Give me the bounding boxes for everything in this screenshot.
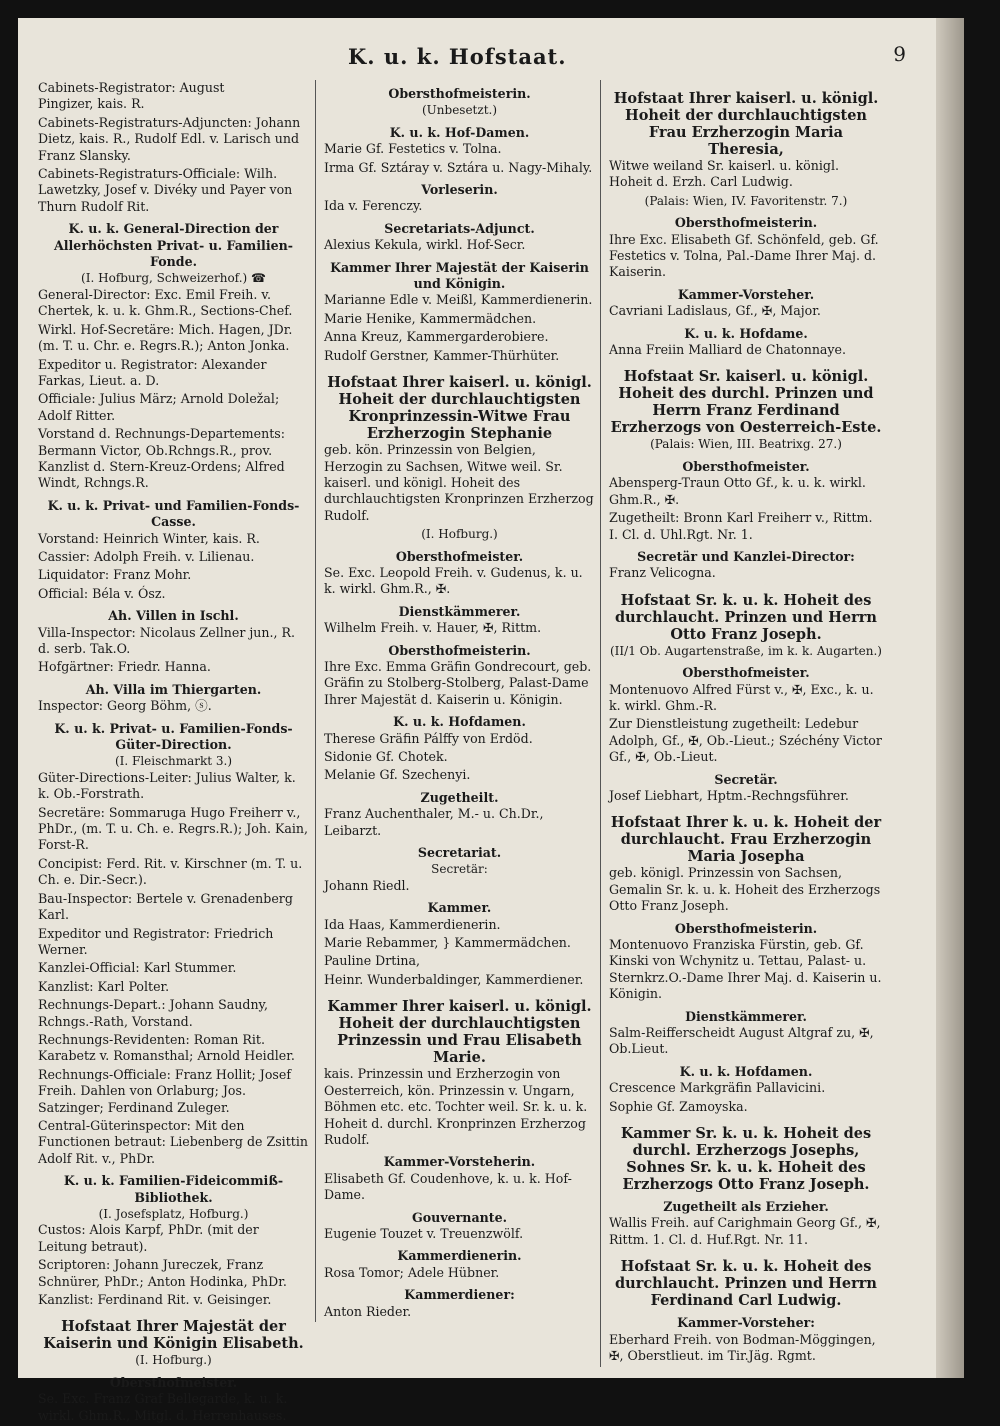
entry-text: Eugenie Touzet v. Treuenzwölf. (324, 1225, 524, 1241)
entry-text: Cavriani Ladislaus, Gf., ✠, Major. (609, 303, 821, 319)
section-heading: Obersthofmeister. (395, 548, 524, 564)
entry-text: Therese Gräfin Pálffy von Erdöd. (324, 730, 533, 746)
section-heading: Obersthofmeisterin. (388, 86, 531, 101)
page-number: 9 (893, 42, 906, 66)
entry-text: Marie Henike, Kammermädchen. (324, 310, 537, 326)
entry-text: Custos: Alois Karpf, PhDr. (mit der Leitung betraut). (38, 1222, 259, 1254)
section-heading: Kammer-Vorsteherin. (383, 1154, 536, 1170)
entry-text: Zur Dienstleistung zugetheilt: Ledebur Adolph, Gf., ✠, Ob.-Lieut.; Széchény Victor Gf., ✠, Ob.-Lieut. (609, 716, 882, 765)
entry-text: Se. Exc. Leopold Freih. v. Gudenus, k. u. k. wirkl. Ghm.R., ✠. (324, 564, 583, 597)
entry-text: Ihre Exc. Emma Gräfin Gondrecourt, geb. Gräfin zu Stolberg-Stolberg, Palast-Dame Ihrer Majestät d. Kaiserin u. Königin. (324, 658, 592, 707)
entry-text: Franz Velicogna. (609, 565, 716, 581)
entry-text: Sidonie Gf. Chotek. (324, 749, 448, 764)
entry-text: Heinr. Wunderbaldinger, Kammerdiener. (324, 971, 584, 987)
major-heading: Hofstaat Ihrer Majestät der Kaiserin und Königin Elisabeth. (43, 1318, 304, 1353)
entry-text: Witwe weiland Sr. kaiserl. u. königl. Hoheit d. Erzh. Carl Ludwig. (609, 158, 839, 190)
entry-text: Officiale: Julius März; Arnold Doležal; Adolf Ritter. (38, 391, 280, 423)
entry-text: Vorstand d. Rechnungs-Departements: Bermann Victor, Ob.Rchngs.R., prov. Kanzlist d. Stern-Kreuz-Ordens; Alfred Windt, Rchngs.R. (38, 426, 285, 491)
section-heading: Kammerdiener: (404, 1287, 515, 1303)
section-heading: Kammer. (427, 900, 492, 916)
address-line: (I. Fleischmarkt 3.) (114, 754, 233, 769)
entry-text: Melanie Gf. Szechenyi. (324, 767, 471, 783)
major-heading: Hofstaat Ihrer kaiserl. u. königl. Hoheit der durchlauchtigsten Kronprinzessin-Witwe Frau Erzherzogin Stephanie (327, 374, 592, 443)
entry-text: Rechnungs-Officiale: Franz Hollit; Josef Freih. Dahlen von Orlaburg; Jos. Satzinger; Ferdinand Zuleger. (38, 1066, 292, 1115)
section-heading: Dienstkämmerer. (685, 1008, 807, 1024)
entry-text: Kanzlist: Ferdinand Rit. v. Geisinger. (38, 1292, 272, 1308)
major-heading: Hofstaat Ihrer k. u. k. Hoheit der durchlaucht. Frau Erzherzogin Maria Josepha (610, 814, 882, 866)
entry-text: Bau-Inspector: Bertele v. Grenadenberg Karl. (38, 890, 293, 923)
entry-text: Johann Riedl. (324, 877, 410, 893)
entry-text: Cabinets-Registraturs-Adjuncten: Johann Dietz, kais. R., Rudolf Edl. v. Larisch und Franz Slansky. (38, 114, 301, 163)
section-heading: Obersthofmeisterin. (674, 215, 818, 231)
section-heading: Obersthofmeisterin. (388, 642, 531, 658)
entry-text: Crescence Markgräfin Pallavicini. (609, 1080, 826, 1096)
address-line: (I. Hofburg.) (135, 1353, 212, 1368)
entry-text: Montenuovo Franziska Fürstin, geb. Gf. Kinski von Wchynitz u. Tettau, Palast- u. Sternkrz.O.-Dame Ihrer Maj. d. Kaiserin u. Königin. (609, 937, 882, 1002)
entry-text: Sophie Gf. Zamoyska. (609, 1098, 748, 1114)
entry-text: Ihre Exc. Elisabeth Gf. Schönfeld, geb. Gf. Festetics v. Tolna, Pal.-Dame Ihrer Maj. d. Kaiserin. (609, 231, 879, 280)
major-heading: Hofstaat Sr. k. u. k. Hoheit des durchlaucht. Prinzen und Herrn Otto Franz Joseph. (615, 591, 877, 643)
entry-text: Cassier: Adolph Freih. v. Lilienau. (38, 548, 255, 564)
entry-text: geb. kön. Prinzessin von Belgien, Herzogin zu Sachsen, Witwe weil. Sr. kaiserl. und königl. Hoheit des durchlauchtigsten Kronprinzen Erzherzog Rudolf. (324, 442, 594, 523)
entry-text: Güter-Directions-Leiter: Julius Walter, k. k. Ob.-Forstrath. (38, 769, 296, 802)
entry-text: Ida v. Ferenczy. (324, 198, 423, 214)
section-heading: Secretär. (714, 771, 778, 787)
entry-text: Expeditor u. Registrator: Alexander Farkas, Lieut. a. D. (38, 356, 267, 388)
page-title: K. u. k. Hofstaat. (348, 44, 567, 69)
entry-text: Rudolf Gerstner, Kammer-Thürhüter. (324, 347, 560, 363)
entry-text: Cabinets-Registraturs-Officiale: Wilh. Lawetzky, Josef v. Divéky und Payer von Thurn Rudolf Rit. (38, 166, 293, 214)
entry-text: Rosa Tomor; Adele Hübner. (324, 1264, 500, 1280)
entry-text: Rechnungs-Depart.: Johann Saudny, Rchngs.-Rath, Vorstand. (38, 997, 269, 1029)
entry-text: kais. Prinzessin und Erzherzogin von Oesterreich, kön. Prinzessin v. Ungarn, Böhmen etc. etc. Tochter weil. Sr. k. u. k. Hoheit d. durchl. Kronprinzen Erzherzog Rudolf. (324, 1066, 588, 1147)
entry-text: Anna Kreuz, Kammergarderobiere. (324, 329, 549, 345)
entry-text: General-Director: Exc. Emil Freih. v. Chertek, k. u. k. Ghm.R., Sections-Chef. (38, 286, 293, 319)
address-line: (II/1 Ob. Augartenstraße, im k. k. Augarten.) (610, 643, 882, 658)
page-edge (936, 18, 964, 1378)
section-heading: K. u. k. Hofdamen. (679, 1063, 813, 1079)
major-heading: Kammer Sr. k. u. k. Hoheit des durchl. Erzherzogs Josephs, Sohnes Sr. k. u. k. Hoheit des Erzherzogs Otto Franz Joseph. (620, 1125, 872, 1194)
entry-text: Cabinets-Registrator: August Pingizer, kais. R. (38, 80, 225, 112)
entry-text: Wilhelm Freih. v. Hauer, ✠, Rittm. (324, 620, 542, 636)
entry-text: Zugetheilt: Bronn Karl Freiherr v., Rittm. I. Cl. d. Uhl.Rgt. Nr. 1. (609, 510, 873, 542)
section-heading: K. u. k. Privat- und Familien-Fonds-Casse. (47, 497, 300, 530)
entry-text: Kanzlei-Official: Karl Stummer. (38, 960, 237, 976)
entry-text: Elisabeth Gf. Coudenhove, k. u. k. Hof-Dame. (324, 1170, 572, 1203)
section-heading: Obersthofmeister. (682, 665, 810, 681)
section-heading: Kammer-Vorsteher: (677, 1315, 815, 1331)
column-right (600, 80, 889, 1367)
section-heading: K. u. k. Hofdamen. (393, 714, 526, 730)
entry-text: Franz Auchenthaler, M.- u. Ch.Dr., Leibarzt. (324, 806, 544, 838)
entry-text: Salm-Reifferscheidt August Altgraf zu, ✠, Ob.Lieut. (609, 1025, 874, 1057)
section-heading: Zugetheilt als Erzieher. (663, 1199, 829, 1215)
entry-text: Kanzlist: Karl Polter. (38, 978, 170, 994)
entry-text: Official: Béla v. Ósz. (38, 585, 166, 601)
entry-text: Wirkl. Hof-Secretäre: Mich. Hagen, JDr. (m. T. u. Chr. e. Regrs.R.); Anton Jonka. (38, 321, 293, 354)
entry-text: Irma Gf. Sztáray v. Sztára u. Nagy-Mihaly. (324, 159, 593, 175)
section-heading: Secretariats-Adjunct. (384, 220, 535, 236)
section-heading: Secretär und Kanzlei-Director: (637, 548, 855, 564)
entry-text: Anton Rieder. (324, 1303, 412, 1319)
document-page (18, 18, 964, 1423)
section-heading: Vorleserin. (421, 182, 498, 198)
section-heading: Kammerdienerin. (397, 1248, 522, 1264)
section-heading: Kammer-Vorsteher. (677, 286, 815, 302)
section-heading: Ah. Villen in Ischl. (108, 608, 239, 624)
entry-text: Eberhard Freih. von Bodman-Möggingen, ✠, Oberstlieut. im Tir.Jäg. Rgmt. (609, 1331, 876, 1364)
entry-text: Pauline Drtina, (324, 953, 420, 969)
address-line: (I. Hofburg, Schweizerhof.) ☎ (81, 271, 266, 286)
address-line: (Palais: Wien, IV. Favoritenstr. 7.) (644, 193, 848, 208)
section-heading: K. u. k. Hof-Damen. (389, 124, 530, 140)
entry-text: Marie Gf. Festetics v. Tolna. (324, 141, 502, 157)
section-heading: Dienstkämmerer. (398, 603, 521, 619)
entry-text: Montenuovo Alfred Fürst v., ✠, Exc., k. u. k. wirkl. Ghm.-R. (609, 681, 874, 713)
entry-text: Ida Haas, Kammerdienerin. (324, 916, 501, 932)
major-heading: Hofstaat Ihrer kaiserl. u. königl. Hoheit der durchlauchtigsten Frau Erzherzogin Maria Theresia, (613, 90, 879, 158)
section-heading: Secretariat. (417, 845, 502, 861)
entry-text: Liquidator: Franz Mohr. (38, 567, 192, 583)
entry-text: Rechnungs-Revidenten: Roman Rit. Karabetz v. Romansthal; Arnold Heidler. (38, 1031, 295, 1064)
section-heading: Zugetheilt. (420, 789, 499, 805)
address-line: Secretär: (431, 862, 488, 877)
page-header (18, 40, 924, 74)
major-heading: Kammer Ihrer kaiserl. u. königl. Hoheit der durchlauchtigsten Prinzessin und Frau Elisabeth Marie. (327, 998, 592, 1067)
column-left (30, 80, 315, 1426)
section-heading: K. u. k. Familien-Fideicommiß-Bibliothek. (63, 1173, 284, 1205)
column-middle (315, 80, 601, 1322)
section-heading: Obersthofmeister. (682, 458, 810, 474)
entry-text: Josef Liebhart, Hptm.-Rechngsführer. (609, 787, 849, 803)
entry-text: Abensperg-Traun Otto Gf., k. u. k. wirkl. Ghm.R., ✠. (609, 475, 866, 507)
entry-text: Villa-Inspector: Nicolaus Zellner jun., R. d. serb. Tak.O. (38, 624, 296, 656)
address-line: (I. Hofburg.) (421, 527, 498, 542)
address-line: (Unbesetzt.) (421, 103, 498, 118)
entry-text: Se. Exc. Franz Graf Bellegarde, k. u. k. wirkl. Ghm.R., Mitgl. d. Herrenhauses. (38, 1391, 288, 1423)
address-line: (I. Josefsplatz, Hofburg.) (98, 1207, 249, 1221)
section-heading: K. u. k. Hofdame. (684, 325, 808, 341)
section-heading: K. u. k. Privat- u. Familien-Fonds-Güter-Direction. (54, 720, 293, 753)
section-heading: Obersthofmeister. (109, 1374, 238, 1390)
section-heading: Ah. Villa im Thiergarten. (85, 681, 262, 697)
entry-text: Marie Rebammer, } Kammermädchen. (324, 935, 571, 951)
address-line: (Palais: Wien, III. Beatrixg. 27.) (650, 437, 842, 452)
entry-text: Wallis Freih. auf Carighmain Georg Gf., ✠, Rittm. 1. Cl. d. Huf.Rgt. Nr. 11. (609, 1215, 881, 1247)
entry-text: Alexius Kekula, wirkl. Hof-Secr. (324, 237, 526, 253)
entry-text: Scriptoren: Johann Jureczek, Franz Schnürer, PhDr.; Anton Hodinka, PhDr. (38, 1257, 287, 1289)
section-heading: Gouvernante. (412, 1209, 507, 1225)
entry-text: geb. königl. Prinzessin von Sachsen, Gemalin Sr. k. u. k. Hoheit des Erzherzogs Otto Franz Joseph. (609, 865, 881, 914)
section-heading: Obersthofmeisterin. (674, 920, 818, 936)
section-heading: Kammer Ihrer Majestät der Kaiserin und Königin. (330, 259, 589, 292)
entry-text: Central-Güterinspector: Mit den Functionen betraut: Liebenberg de Zsittin Adolf Rit. v., PhDr. (38, 1117, 308, 1166)
major-heading: Hofstaat Sr. kaiserl. u. königl. Hoheit des durchl. Prinzen und Herrn Franz Ferdinand Erzherzogs von Oesterreich-Este. (610, 368, 882, 437)
entry-text: Concipist: Ferd. Rit. v. Kirschner (m. T. u. Ch. e. Dir.-Secr.). (38, 855, 303, 888)
section-heading: K. u. k. General-Direction der Allerhöchsten Privat- u. Familien-Fonde. (53, 221, 294, 270)
entry-text: Inspector: Georg Böhm, ⓢ. (38, 698, 212, 714)
entry-text: Secretäre: Sommaruga Hugo Freiherr v., PhDr., (m. T. u. Ch. e. Regrs.R.); Joh. Kain, Forst-R. (38, 804, 309, 853)
entry-text: Hofgärtner: Friedr. Hanna. (38, 659, 211, 675)
major-heading: Hofstaat Sr. k. u. k. Hoheit des durchlaucht. Prinzen und Herrn Ferdinand Carl Ludwig. (615, 1258, 877, 1310)
entry-text: Marianne Edle v. Meißl, Kammerdienerin. (324, 292, 593, 308)
entry-text: Expeditor und Registrator: Friedrich Werner. (38, 925, 274, 957)
entry-text: Anna Freiin Malliard de Chatonnaye. (609, 342, 847, 358)
entry-text: Vorstand: Heinrich Winter, kais. R. (38, 530, 260, 546)
